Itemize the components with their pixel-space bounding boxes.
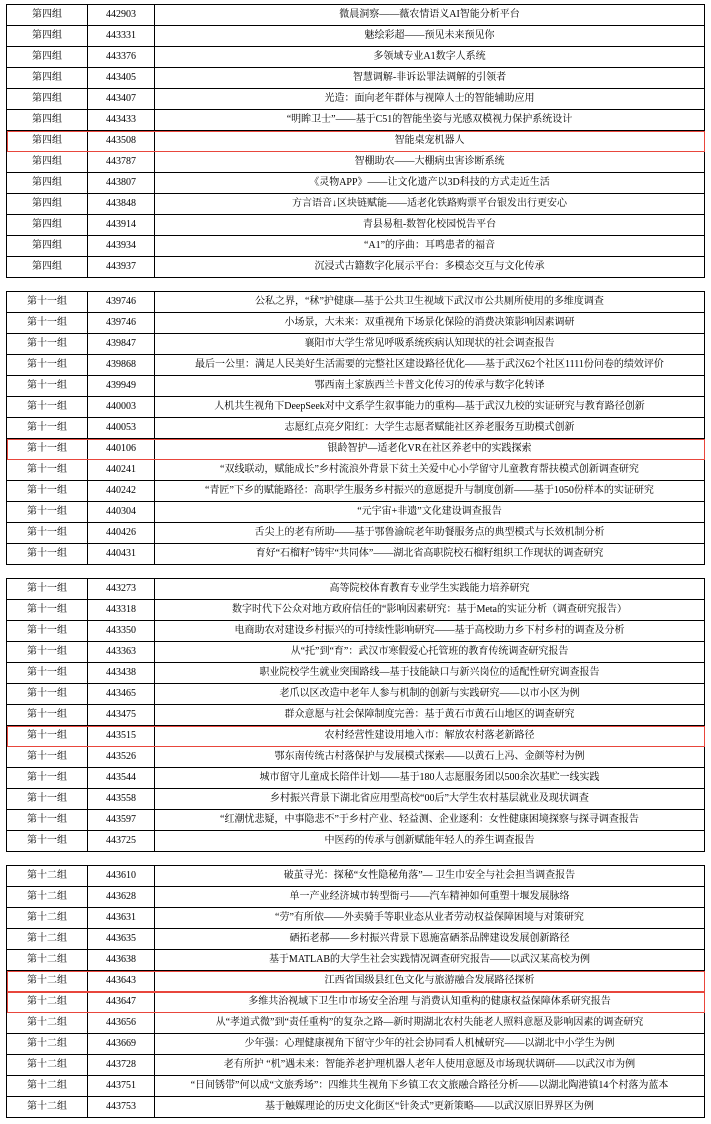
cell-group: 第十一组 [7,313,88,334]
table-row [7,929,705,950]
cell-title: 育好“石榴籽”铸牢“共同体”——湖北省高职院校石榴籽组织工作现状的调查研究 [155,544,705,565]
cell-group: 第十一组 [7,418,88,439]
cell-title: 智慧调解-非诉讼罪法调解的引领者 [155,68,705,89]
cell-code: 440426 [88,523,155,544]
cell-group: 第十二组 [7,1013,88,1034]
cell-code: 443438 [88,663,155,684]
cell-group: 第四组 [7,257,88,278]
cell-code: 443787 [88,152,155,173]
project-table [6,4,705,278]
table-row [7,355,705,376]
cell-code: 443610 [88,866,155,887]
cell-group: 第十二组 [7,908,88,929]
cell-group: 第十一组 [7,397,88,418]
cell-code: 443558 [88,789,155,810]
cell-group: 第四组 [7,110,88,131]
cell-code: 439949 [88,376,155,397]
cell-group: 第十一组 [7,502,88,523]
table-row [7,397,705,418]
table-row [7,747,705,768]
table-row [7,579,705,600]
cell-title: “劳”有所依——外卖骑手等职业态从业者劳动权益保障困境与对策研究 [155,908,705,929]
cell-code: 443376 [88,47,155,68]
cell-title: 微晨洞察——薇农情语义AI智能分析平台 [155,5,705,26]
table-row [7,460,705,481]
table-row [7,1013,705,1034]
cell-code: 440431 [88,544,155,565]
cell-group: 第四组 [7,26,88,47]
cell-code: 443725 [88,831,155,852]
table-row [7,439,705,460]
cell-group: 第十二组 [7,1076,88,1097]
cell-title: 沉浸式古籍数字化展示平台：多模态交互与文化传承 [155,257,705,278]
cell-group: 第四组 [7,194,88,215]
cell-title: 魅绘彩超——预见未来预见你 [155,26,705,47]
cell-group: 第四组 [7,131,88,152]
table-row [7,1055,705,1076]
cell-title: 公私之界，“秫”护健康—基于公共卫生视域下武汉市公共厕所使用的多维度调查 [155,292,705,313]
table-row [7,131,705,152]
cell-title: 志愿红点亮夕阳红：大学生志愿者赋能社区养老服务互助模式创新 [155,418,705,439]
project-table [6,578,705,852]
cell-title: 基于触媒理论的历史文化街区“针灸式”更新策略——以武汉原旧界界区为例 [155,1097,705,1118]
cell-title: 破茧寻光：探秘“女性隐秘角落”— 卫生巾安全与社会担当调查报告 [155,866,705,887]
cell-group: 第十一组 [7,439,88,460]
cell-title: “明眸卫士”——基于C51的智能坐姿与光感双模视力保护系统设计 [155,110,705,131]
cell-title: 职业院校学生就业突围路线—基于技能缺口与新兴岗位的适配性研究调查报告 [155,663,705,684]
cell-code: 443631 [88,908,155,929]
cell-group: 第十一组 [7,523,88,544]
cell-code: 443331 [88,26,155,47]
cell-title: 城市留守儿童成长陪伴计划——基于180人志愿服务团以500余次基贮一线实践 [155,768,705,789]
block-eleventh-group-b [6,578,705,852]
cell-code: 443465 [88,684,155,705]
project-table [6,291,705,565]
block-twelfth-group [6,865,705,1118]
table-row [7,292,705,313]
cell-group: 第十一组 [7,600,88,621]
cell-title: “红潮忧悲疑，中事隐悲不”于乡村产业、轻益测、企业逐利：女性健康困境探察与探寻调查报告 [155,810,705,831]
table-row [7,726,705,747]
cell-title: 小场景，大未来：双重视角下场景化保险的消费决策影响因素调研 [155,313,705,334]
cell-group: 第十一组 [7,789,88,810]
cell-title: “元宇宙+非遗”文化建设调查报告 [155,502,705,523]
cell-code: 443656 [88,1013,155,1034]
table-row [7,257,705,278]
table-row [7,523,705,544]
table-row [7,971,705,992]
cell-group: 第十一组 [7,355,88,376]
table-row [7,5,705,26]
cell-code: 443526 [88,747,155,768]
cell-code: 439847 [88,334,155,355]
table-row [7,334,705,355]
cell-title: 智棚助农——大棚病虫害诊断系统 [155,152,705,173]
cell-code: 440053 [88,418,155,439]
cell-code: 443848 [88,194,155,215]
cell-group: 第四组 [7,173,88,194]
cell-title: 基于MATLAB的大学生社会实践情况调查研究报告——以武汉某高校为例 [155,950,705,971]
cell-title: 多维共治视域下卫生巾市场安全治理 与消费认知重构的健康权益保障体系研究报告 [155,992,705,1013]
cell-code: 442903 [88,5,155,26]
cell-group: 第十二组 [7,971,88,992]
table-row [7,313,705,334]
table-row [7,866,705,887]
cell-group: 第四组 [7,89,88,110]
cell-group: 第十二组 [7,1034,88,1055]
cell-code: 443515 [88,726,155,747]
table-row [7,152,705,173]
table-row [7,68,705,89]
cell-title: 中医药的传承与创新赋能年轻人的养生调查报告 [155,831,705,852]
cell-title: 《灵物APP》——让文化遗产以3D科技的方式走近生活 [155,173,705,194]
cell-code: 443937 [88,257,155,278]
cell-code: 440241 [88,460,155,481]
cell-code: 443508 [88,131,155,152]
block-fourth-group [6,4,705,278]
cell-code: 443934 [88,236,155,257]
cell-code: 443638 [88,950,155,971]
cell-title: 少年强：心理健康视角下留守少年的社会协同看人机械研究——以湖北中小学生为例 [155,1034,705,1055]
cell-title: 单一产业经济城市转型衙弓——汽车精神如何重塑十堰发展脉络 [155,887,705,908]
cell-title: 智能桌宠机器人 [155,131,705,152]
cell-code: 440242 [88,481,155,502]
table-row [7,481,705,502]
cell-title: 老爪以区改造中老年人参与机制的创新与实践研究——以市小区为例 [155,684,705,705]
cell-title: 鄂西南土家族西兰卡普文化传习的传承与数字化转译 [155,376,705,397]
table-row [7,26,705,47]
cell-title: 硒拓老郝——乡村振兴背景下恩施富硒茶品牌建设发展创新路径 [155,929,705,950]
cell-title: 电商助农对建设乡村振兴的可持续性影响研究——基于高校助力乡下村乡村的调查及分析 [155,621,705,642]
cell-title: 数字时代下公众对地方政府信任的“影响因素研究：基于Meta的实证分析（调查研究报告） [155,600,705,621]
cell-code: 443643 [88,971,155,992]
table-row [7,110,705,131]
cell-title: 多领域专业A1数字人系统 [155,47,705,68]
cell-group: 第十二组 [7,887,88,908]
cell-group: 第十一组 [7,376,88,397]
cell-group: 第十一组 [7,831,88,852]
table-row [7,992,705,1013]
cell-group: 第十二组 [7,1097,88,1118]
cell-title: 群众意愿与社会保障制度完善：基于黄石市黄石山地区的调查研究 [155,705,705,726]
cell-title: 襄阳市大学生常见呼吸系统疾病认知现状的社会调查报告 [155,334,705,355]
table-row [7,173,705,194]
cell-code: 443318 [88,600,155,621]
cell-group: 第十一组 [7,726,88,747]
table-row [7,1034,705,1055]
cell-title: “日间锈带”何以成“文旅秀场”：四维共生视角下乡镇工农文旅融合路径分析——以湖北陶港镇14个村落为蓝本 [155,1076,705,1097]
table-row [7,544,705,565]
cell-title: 老有所护 “机”遇未来：智能养老护理机器人老年人使用意愿及市场现状调研——以武汉市为例 [155,1055,705,1076]
cell-code: 439868 [88,355,155,376]
cell-title: 最后一公里：满足人民美好生活需要的完整社区建设路径优化——基于武汉62个社区1111份问卷的绩效评价 [155,355,705,376]
table-row [7,1097,705,1118]
cell-code: 440304 [88,502,155,523]
cell-group: 第十一组 [7,663,88,684]
cell-code: 443405 [88,68,155,89]
cell-title: 农村经营性建设用地入市：解放农村落老新路径 [155,726,705,747]
cell-title: 江西省国级县红色文化与旅游融合发展路径探析 [155,971,705,992]
cell-group: 第十一组 [7,544,88,565]
cell-code: 443273 [88,579,155,600]
cell-code: 443407 [88,89,155,110]
cell-code: 439746 [88,292,155,313]
cell-title: 高等院校体育教育专业学生实践能力培养研究 [155,579,705,600]
cell-group: 第十一组 [7,642,88,663]
cell-group: 第四组 [7,152,88,173]
cell-code: 443363 [88,642,155,663]
cell-group: 第十一组 [7,684,88,705]
cell-group: 第十一组 [7,768,88,789]
cell-code: 443751 [88,1076,155,1097]
cell-group: 第四组 [7,236,88,257]
cell-code: 443669 [88,1034,155,1055]
cell-group: 第十一组 [7,579,88,600]
cell-group: 第十一组 [7,460,88,481]
cell-code: 443628 [88,887,155,908]
cell-title: 光造：面向老年群体与视障人士的智能辅助应用 [155,89,705,110]
block-eleventh-group-a [6,291,705,565]
cell-code: 443350 [88,621,155,642]
table-row [7,89,705,110]
table-row [7,950,705,971]
cell-group: 第十一组 [7,810,88,831]
cell-group: 第十二组 [7,929,88,950]
cell-title: 从“托”到“育”：武汉市寒假爱心托管班的教育传统调查研究报告 [155,642,705,663]
cell-group: 第十一组 [7,334,88,355]
cell-title: 方言语音↓区块链赋能——适老化铁路购票平台银发出行更安心 [155,194,705,215]
cell-code: 443475 [88,705,155,726]
cell-title: 鄂东南传统古村落保护与发展模式探索——以黄石上冯、金颜等村为例 [155,747,705,768]
cell-title: “A1”的序曲：耳鸣患者的福音 [155,236,705,257]
cell-title: “双线联动，赋能成长”乡村流浪外背景下贫土关爱中心小学留守儿童教育帮扶模式创新调查研究 [155,460,705,481]
cell-code: 443914 [88,215,155,236]
table-row [7,789,705,810]
table-row [7,831,705,852]
table-row [7,663,705,684]
table-row [7,376,705,397]
cell-code: 443807 [88,173,155,194]
cell-group: 第十一组 [7,481,88,502]
cell-code: 443753 [88,1097,155,1118]
cell-group: 第四组 [7,47,88,68]
cell-code: 443544 [88,768,155,789]
cell-code: 443728 [88,1055,155,1076]
cell-group: 第十二组 [7,992,88,1013]
cell-title: 舌尖上的老有所助——基于鄂鲁渝皖老年助餐服务点的典型模式与长效机制分析 [155,523,705,544]
cell-code: 439746 [88,313,155,334]
cell-group: 第十二组 [7,866,88,887]
cell-code: 440106 [88,439,155,460]
cell-code: 443647 [88,992,155,1013]
table-row [7,194,705,215]
table-row [7,642,705,663]
cell-title: 银龄智护—适老化VR在社区养老中的实践探索 [155,439,705,460]
table-row [7,768,705,789]
table-row [7,810,705,831]
cell-code: 443635 [88,929,155,950]
cell-group: 第十一组 [7,621,88,642]
table-row [7,600,705,621]
cell-group: 第四组 [7,5,88,26]
table-row [7,908,705,929]
cell-title: “青匠”下乡的赋能路径：高职学生服务乡村振兴的意愿提升与制度创新——基于1050份样本的实证研究 [155,481,705,502]
table-row [7,236,705,257]
cell-code: 440003 [88,397,155,418]
table-row [7,684,705,705]
table-row [7,47,705,68]
cell-group: 第十二组 [7,950,88,971]
cell-title: 乡村振兴背景下湖北省应用型高校“00后”大学生农村基层就业及现状调查 [155,789,705,810]
cell-group: 第四组 [7,68,88,89]
cell-title: 青县易租-数智化校园悦告平台 [155,215,705,236]
project-table [6,865,705,1118]
table-row [7,1076,705,1097]
table-blocks-container [6,4,705,1118]
table-row [7,502,705,523]
cell-code: 443597 [88,810,155,831]
cell-group: 第四组 [7,215,88,236]
cell-title: 人机共生视角下DeepSeek对中文系学生叙事能力的重构—基于武汉九校的实证研究与教育路径创新 [155,397,705,418]
table-row [7,887,705,908]
table-row [7,621,705,642]
cell-group: 第十一组 [7,747,88,768]
cell-group: 第十二组 [7,1055,88,1076]
table-row [7,705,705,726]
cell-group: 第十一组 [7,705,88,726]
table-row [7,418,705,439]
cell-code: 443433 [88,110,155,131]
cell-title: 从“孝道式微”到“责任重构”的复杂之路—新时期湖北农村失能老人照料意愿及影响因素的调查研究 [155,1013,705,1034]
cell-group: 第十一组 [7,292,88,313]
table-row [7,215,705,236]
